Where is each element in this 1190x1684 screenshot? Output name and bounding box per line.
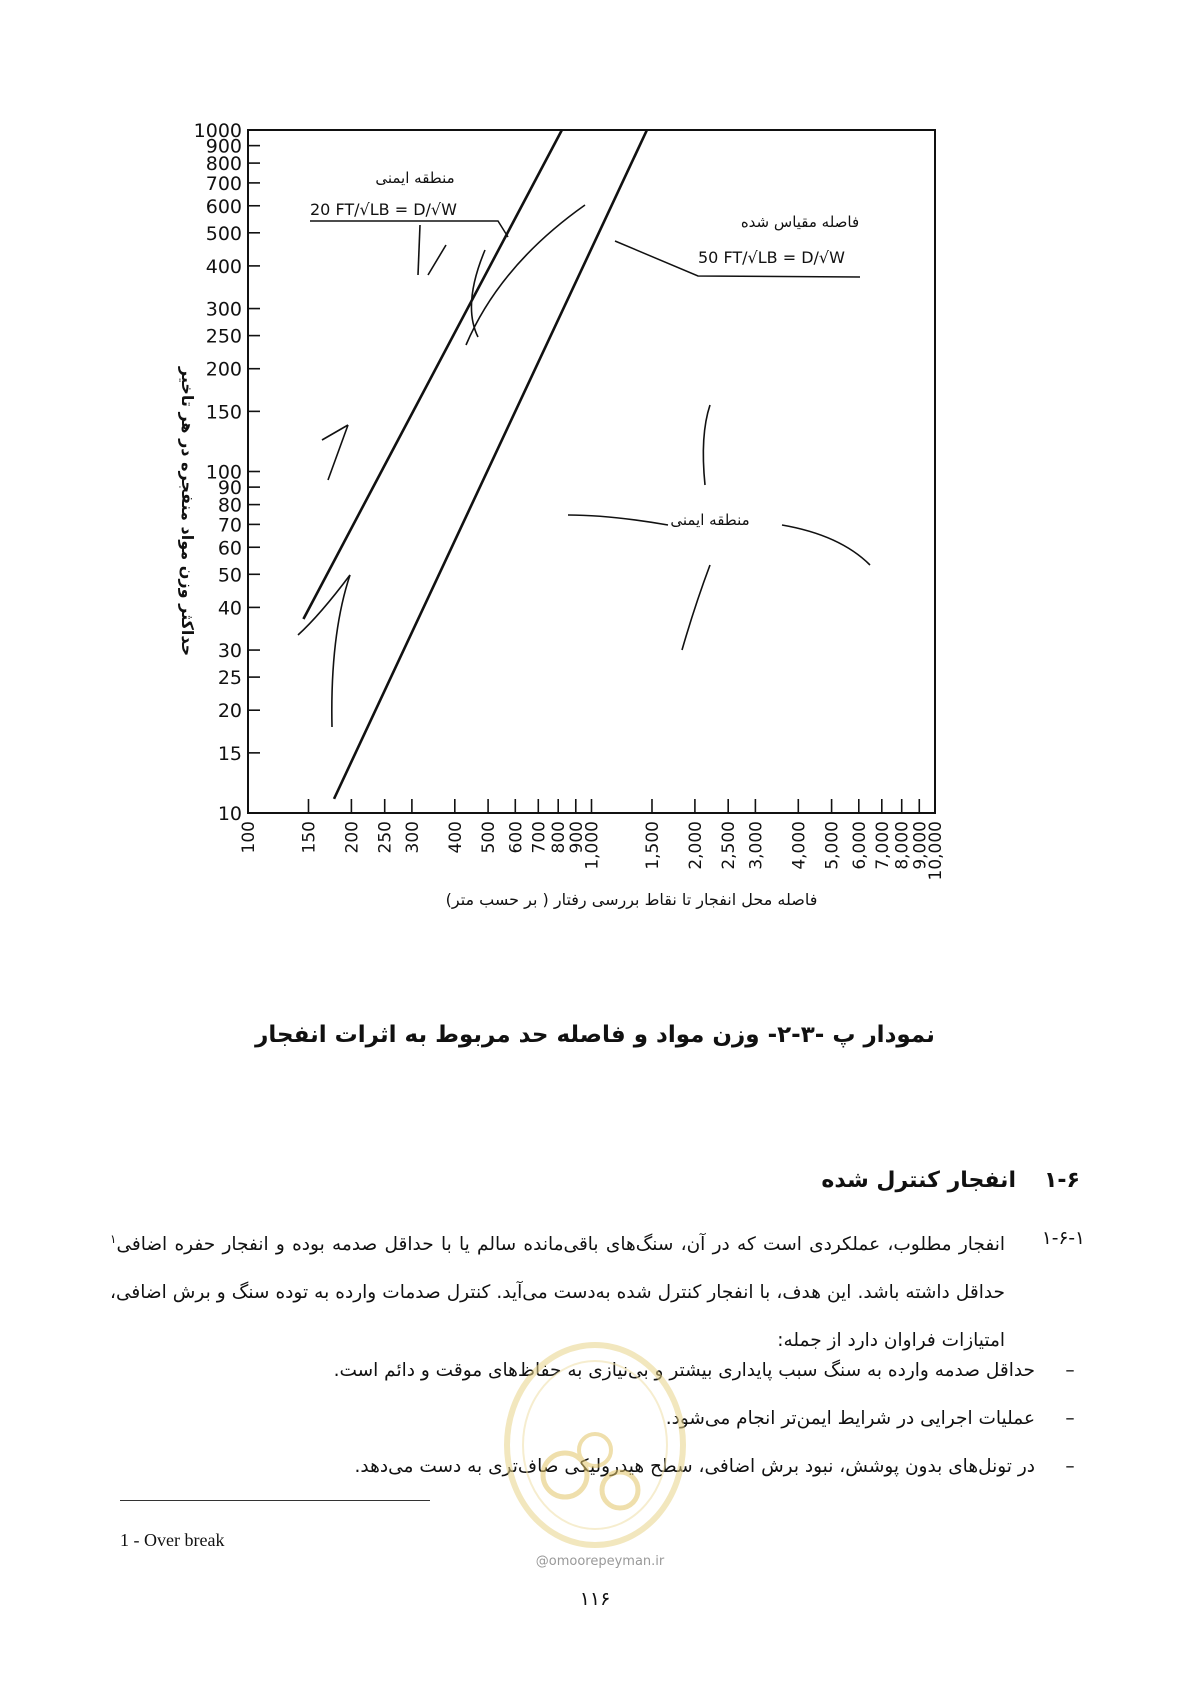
annotation-arrow [471, 250, 485, 337]
x-tick-label: 200 [342, 821, 363, 854]
x-tick-label: 900 [566, 821, 587, 854]
x-axis-label: فاصله محل انفجار تا نقاط بررسی رفتار ( بر حسب متر) [445, 890, 818, 909]
y-tick-label: 30 [217, 640, 242, 663]
y-tick-label: 10 [217, 803, 242, 825]
bullet-item [666, 1408, 1085, 1429]
y-tick-label: 800 [205, 153, 242, 176]
y-tick-label: 80 [217, 494, 242, 517]
y-tick-label: 150 [205, 401, 242, 424]
bullet-text: در تونل‌های بدون پوشش، نبود برش اضافی، سطح هیدرولیکی صاف‌تری به دست می‌دهد. [354, 1456, 1035, 1477]
bullet-text: عملیات اجرایی در شرایط ایمن‌تر انجام می‌شود. [665, 1408, 1035, 1429]
y-tick-label: 400 [205, 255, 242, 278]
y-tick-label: 900 [205, 135, 242, 158]
x-tick-label: 250 [375, 821, 396, 854]
series-line [334, 130, 647, 799]
annotation-arrow [782, 525, 870, 565]
paragraph-text-1: انفجار مطلوب، عملکردی است که در آن، سنگ‌های باقی‌مانده سالم یا با حداقل صدمه بوده و انفجار حفره اضافی [116, 1234, 1005, 1256]
y-tick-label: 250 [205, 325, 242, 348]
footnote-ref: ۱ [110, 1232, 117, 1246]
y-axis-label: حداکثر وزن مواد منفجره در هر تاخیر [178, 366, 197, 657]
y-tick-label: 15 [217, 742, 242, 765]
bullet-dash: – [1065, 1408, 1075, 1429]
x-tick-label: 300 [402, 821, 423, 854]
x-tick-label: 2,000 [685, 821, 706, 870]
section-title: انفجار کنترل شده [821, 1168, 1016, 1193]
y-tick-label: 70 [217, 514, 242, 537]
figure-caption: نمودار پ -۳-۲- وزن مواد و فاصله حد مربوط به اثرات انفجار [255, 1022, 935, 1048]
safe-zone-label-bottom: منطقه ایمنی [670, 511, 750, 529]
x-tick-label: 600 [506, 821, 527, 854]
x-tick-label: 100 [239, 821, 259, 854]
bullet-text: حداقل صدمه وارده به سنگ سبب پایداری بیشتر و بی‌نیازی به حفاظ‌های موقت و دائم است. [333, 1360, 1035, 1381]
formula-label-1: 20 FT/√LB = D/√W [310, 200, 457, 219]
annotation-arrow [428, 245, 446, 275]
bullet-dash: – [1065, 1456, 1075, 1477]
y-tick-label: 50 [217, 564, 242, 587]
footnote-divider [120, 1500, 430, 1501]
formula-leader-1 [310, 221, 508, 237]
bullet-item [355, 1456, 1085, 1477]
x-tick-label: 2,500 [719, 821, 740, 870]
x-tick-label: 700 [529, 821, 550, 854]
section-heading [821, 1168, 1080, 1193]
page-number: ۱۱۶ [579, 1588, 611, 1610]
section-number: ۱-۶ [1044, 1168, 1080, 1193]
y-tick-label: 90 [217, 477, 242, 500]
x-tick-label: 400 [445, 821, 466, 854]
x-tick-label: 3,000 [746, 821, 767, 870]
annotation-arrow [418, 225, 420, 275]
formula-label-2: 50 FT/√LB = D/√W [698, 248, 845, 267]
footnote: 1 - Over break [120, 1530, 225, 1550]
y-tick-label: 300 [205, 298, 242, 321]
y-tick-label: 20 [217, 700, 242, 723]
annotation-arrow [568, 515, 668, 525]
chart-svg [178, 115, 1030, 985]
y-tick-label: 100 [205, 461, 242, 484]
y-tick-label: 700 [205, 172, 242, 195]
paragraph-text-2: حداقل داشته باشد. این هدف، با انفجار کنترل شده به‌دست می‌آید. کنترل صدمات وارده به توده سنگ و برش اضافی، امتیازات فراوان دارد از جمله: [110, 1282, 1005, 1352]
annotation-arrow [703, 405, 710, 485]
x-tick-label: 500 [479, 821, 500, 854]
bullet-dash: – [1065, 1360, 1075, 1381]
safe-zone-label-top: منطقه ایمنی [375, 169, 455, 187]
y-tick-label: 200 [205, 358, 242, 381]
x-tick-label: 10,000 [926, 821, 946, 881]
x-tick-label: 8,000 [892, 821, 913, 870]
y-tick-label: 60 [217, 537, 242, 560]
watermark-url: @omoorepeyman.ir [535, 1554, 665, 1569]
y-tick-label: 600 [205, 195, 242, 218]
x-tick-label: 1,000 [582, 821, 603, 870]
x-tick-label: 5,000 [822, 821, 843, 870]
watermark-logo [495, 1335, 695, 1565]
x-tick-label: 6,000 [849, 821, 870, 870]
x-tick-label: 9,000 [910, 821, 931, 870]
y-tick-label: 40 [217, 597, 242, 620]
annotation-arrow [682, 565, 710, 650]
scaled-distance-label: فاصله مقیاس شده [740, 213, 860, 231]
y-tick-label: 25 [217, 667, 242, 690]
y-tick-label: 500 [205, 222, 242, 245]
x-tick-label: 7,000 [872, 821, 893, 870]
x-tick-label: 800 [549, 821, 570, 854]
x-tick-label: 150 [299, 821, 320, 854]
bullet-item [334, 1360, 1085, 1381]
y-tick-label: 1000 [193, 120, 242, 142]
chart-figure [178, 115, 1030, 985]
annotation-arrow [332, 575, 350, 727]
paragraph-number: ۱-۶-۱ [1041, 1228, 1085, 1249]
plot-frame [248, 130, 935, 813]
x-tick-label: 4,000 [789, 821, 810, 870]
annotation-arrow [328, 425, 348, 480]
x-tick-label: 1,500 [642, 821, 663, 870]
